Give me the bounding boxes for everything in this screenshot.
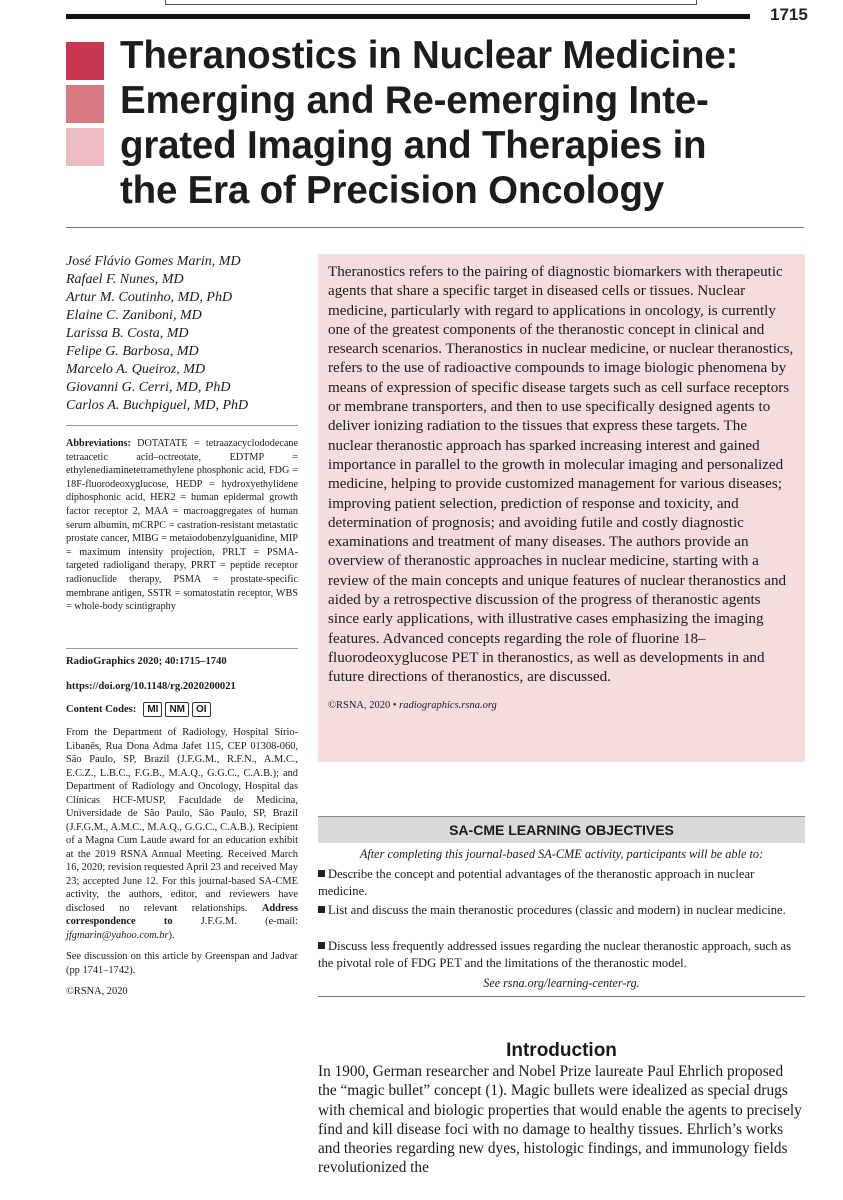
square-bullet-icon (318, 870, 325, 877)
content-codes-label: Content Codes: (66, 704, 137, 715)
author: Giovanni G. Cerri, MD, PhD (66, 380, 231, 395)
objective-text: Describe the concept and potential advantages of the theranostic approach in nuclear medicine. (318, 867, 755, 898)
square-bullet-icon (318, 942, 325, 949)
abstract-copyright (328, 700, 795, 711)
top-frame (165, 0, 697, 5)
objective-item (318, 866, 805, 900)
author: Carlos A. Buchpiguel, MD, PhD (66, 398, 249, 413)
page-number: 1715 (770, 5, 808, 24)
sacme-heading: SA-CME LEARNING OBJECTIVES (318, 816, 805, 843)
doi-link[interactable]: https://doi.org/10.1148/rg.2020200021 (66, 681, 236, 692)
sacme-intro: After completing this journal-based SA-CME activity, participants will be able to: (359, 847, 764, 861)
objective-text: Discuss less frequently addressed issues regarding the nuclear theranostic approach, such as the pivotal role of FDG PET and the limitations of the theranostic model. (318, 939, 792, 970)
author: Marcelo A. Queiroz, MD (66, 362, 206, 377)
email-link[interactable]: jfgmarin@yahoo.com.br (66, 929, 169, 941)
square-bullet-icon (318, 906, 325, 913)
citation: RadioGraphics 2020; 40:1715–1740 (66, 656, 227, 667)
abbreviations-label: Abbreviations: (66, 438, 131, 449)
abstract-box (318, 254, 805, 762)
introduction-heading: Introduction (506, 1040, 617, 1061)
code-badge: OI (192, 702, 211, 717)
abbreviations-text: DOTATATE = tetraazacyclododecane tetraacetic acid–octreotate, EDTMP = ethylenediaminetetramethylene phosphonic acid, FDG = 18F-fluorodeoxyglucose, HEDP = hydroxyethylidene diphosphonic acid, HER2 = human epidermal growth factor receptor 2, MAA = macroaggregates of human serum albumin, mCRPC = castration-resistant metastatic prostate cancer, MIBG = metaiodobenzylguanidine, MIP = maximum intensity projection, PRLT = PSMA-targeted radioligand therapy, PRRT = peptide receptor radionuclide therapy, PSMA = prostate-specific membrane antigen, SSTR = somatostatin receptor, WBS = whole-body scintigraphy (66, 438, 299, 613)
author: José Flávio Gomes Marin, MD (66, 254, 241, 269)
learning-center-link[interactable]: See rsna.org/learning-center-rg. (483, 976, 640, 990)
code-badge: NM (165, 702, 189, 717)
affiliation-paragraph (66, 726, 298, 942)
title-line: Emerging and Re-emerging Inte- (120, 79, 709, 122)
author: Rafael F. Nunes, MD (66, 272, 184, 287)
title-line: the Era of Precision Oncology (120, 169, 665, 212)
objective-item (318, 938, 805, 972)
sacme-bottom-rule (318, 996, 805, 997)
introduction-text: In 1900, German researcher and Nobel Prize laureate Paul Ehrlich proposed the “magic bullet” concept (1). Magic bullets were idealized as special drugs with chemical and biologic properties that would enable the agents to precisely find and kill disease foci with no damage to healthy tissues. Ehrlich’s works and theories regarding new dyes, histologic findings, and immunology fields revolutionized the (318, 1063, 802, 1177)
author-list (66, 253, 306, 415)
correspondence-text: J.F.G.M. (e-mail: (200, 916, 298, 927)
title-rule (66, 227, 804, 228)
title-square-light (66, 128, 104, 166)
citation-divider (66, 648, 298, 649)
title-line: Theranostics in Nuclear Medicine: (120, 34, 739, 77)
abstract-copyright-text: ©RSNA, 2020 • (328, 699, 397, 711)
code-badge: MI (143, 702, 162, 717)
abbrev-divider (66, 425, 298, 426)
content-codes (66, 702, 211, 717)
author: Elaine C. Zaniboni, MD (66, 308, 202, 323)
objective-item (318, 902, 805, 919)
correspondence-label: Address correspondence to (66, 902, 298, 927)
title-line: grated Imaging and Therapies in (120, 124, 707, 167)
title-square-medium (66, 85, 104, 123)
affiliation-block (66, 726, 298, 1007)
discussion-note: See discussion on this article by Greenspan and Jadvar (pp 1741–1742). (66, 951, 298, 976)
objective-text: List and discuss the main theranostic procedures (classic and modern) in nuclear medicine. (328, 903, 786, 917)
journal-site-link[interactable]: radiographics.rsna.org (399, 699, 497, 711)
author: Felipe G. Barbosa, MD (66, 344, 199, 359)
author: Artur M. Coutinho, MD, PhD (66, 290, 233, 305)
affiliation-text: From the Department of Radiology, Hospital Sírio-Libanês, Rua Dona Adma Jafet 115, CEP 01308-060, São Paulo, SP, Brazil (J.F.G.M., R.F.N., A.M.C., E.C.Z., L.B.C., F.G.B., M.A.Q., G.G.C., C.A.B.); and Department of Radiology and Oncology, Hospital das Clínicas HCF-MUSP, Faculdade de Medicina, Universidade de São Paulo, São Paulo, SP, Brazil (J.F.G.M., A.M.C., M.A.Q., G.G.C., C.A.B.). Recipient of a Magna Cum Laude award for an education exhibit at the 2019 RSNA Annual Meeting. Received March 16, 2020; revision requested April 23 and received May 23; accepted June 12. For this journal-based SA-CME activity, the authors, editor, and reviewers have disclosed no relevant relationships. (66, 727, 298, 914)
abstract-text: Theranostics refers to the pairing of diagnostic biomarkers with therapeutic agents that share a specific target in diseased cells or tissues. Nuclear medicine, particularly with regard to applications in oncology, is currently one of the greatest components of the theranostic concept in clinical and research scenarios. Theranostics in nuclear medicine, or nuclear theranostics, refers to the use of radioactive compounds to image biologic phenomena by means of expression of specific disease targets such as cell surface receptors or membrane transporters, and then to use specifically designed agents to deliver ionizing radiation to the tissues that express these targets. The nuclear theranostic approach has sparked increasing interest and gained importance in parallel to the growth in molecular imaging and personalized medicine, helping to provide customized management for various diseases; improving patient selection, prediction of response and toxicity, and determination of prognosis; and avoiding futile and costly diagnostic examinations and treatment of many diseases. The authors provide an overview of theranostic approaches in nuclear medicine, starting with a review of the main concepts and unique features of nuclear theranostics and aided by a retrospective discussion of the progress of theranostic agents since early applications, with illustrative cases emphasizing the imaging features. Advanced concepts regarding the role of fluorine 18–fluorodeoxyglucose PET in theranostics, as well as developments in and future directions of theranostics, are discussed. (328, 264, 794, 686)
title-square-dark (66, 42, 104, 80)
correspondence-end: ). (168, 929, 175, 941)
author: Larissa B. Costa, MD (66, 326, 189, 341)
left-copyright: ©RSNA, 2020 (66, 986, 128, 997)
abbreviations (66, 437, 298, 614)
header-rule (66, 14, 750, 19)
article-title (120, 33, 810, 213)
